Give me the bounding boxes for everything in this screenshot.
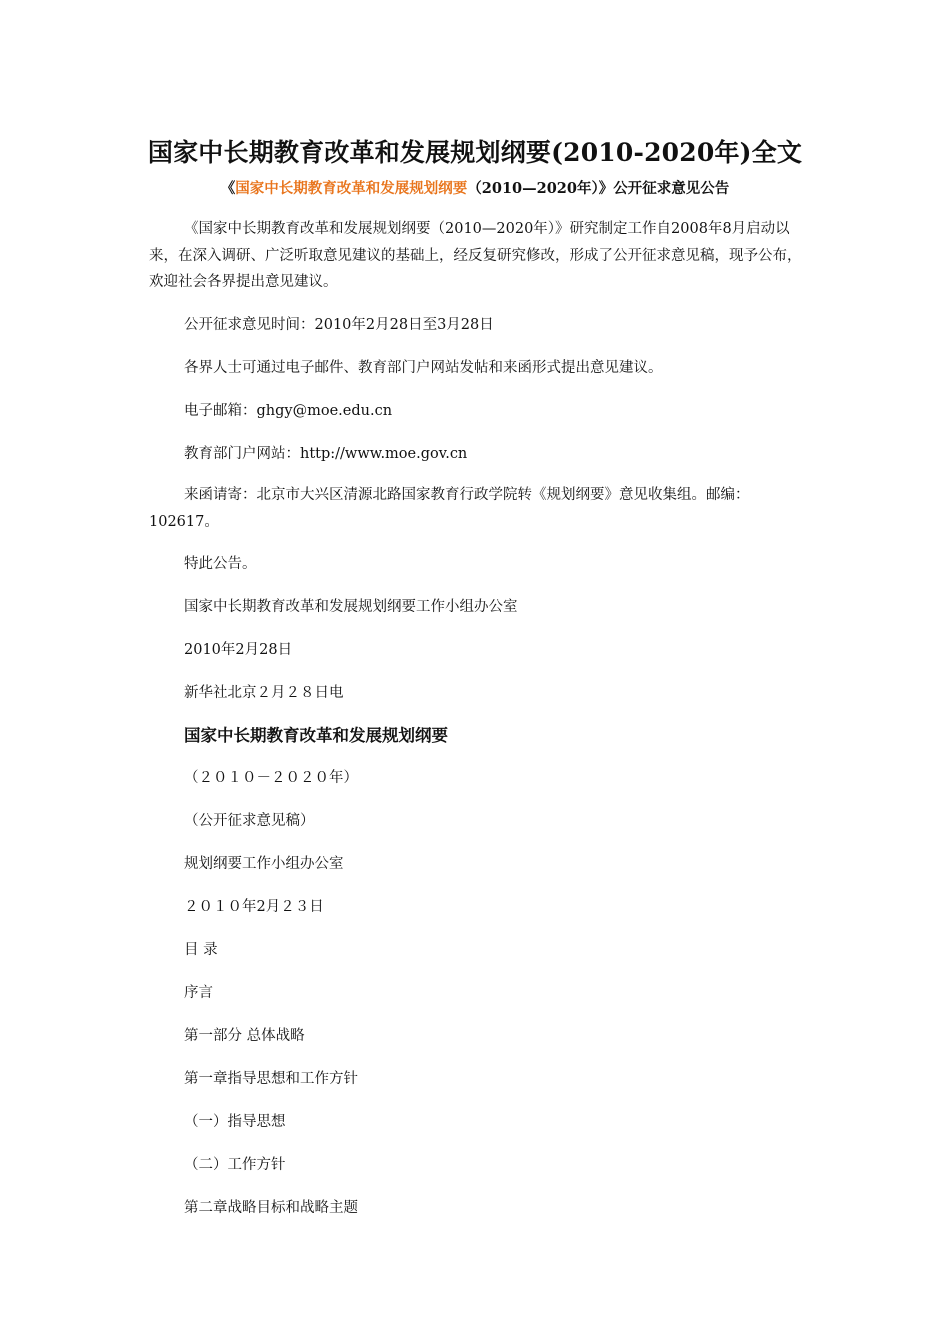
announcement-subtitle xyxy=(0,177,950,198)
toc-item-chapter-one: 第一章指导思想和工作方针 xyxy=(184,1071,358,1087)
toc-item-section-two: （二）工作方针 xyxy=(184,1157,286,1173)
mailing-address-paragraph: 来函请寄：北京市大兴区清源北路国家教育行政学院转《规划纲要》意见收集组。邮编：102617。 xyxy=(149,487,750,530)
subtitle-link-highlight[interactable]: 国家中长期教育改革和发展规划纲要 xyxy=(235,180,468,197)
dateline: 新华社北京２月２８日电 xyxy=(184,685,344,701)
toc-item-part-one: 第一部分 总体战略 xyxy=(184,1028,305,1044)
issue-date: 2010年2月28日 xyxy=(184,642,293,658)
draft-label: （公开征求意见稿） xyxy=(184,813,315,829)
outline-title: 国家中长期教育改革和发展规划纲要 xyxy=(184,726,448,745)
subtitle-rest: （2010—2020年）》公开征求意见公告 xyxy=(467,180,730,197)
closing-paragraph: 特此公告。 xyxy=(184,556,257,572)
intro-paragraph: 《国家中长期教育改革和发展规划纲要（2010—2020年）》研究制定工作自2008年8月启动以来，在深入调研、广泛听取意见建议的基础上，经反复研究修改，形成了公开征求意见稿，现予公布，欢迎社会各界提出意见建议。 xyxy=(149,221,802,290)
email-paragraph: 电子邮箱：ghgy@moe.edu.cn xyxy=(184,403,393,419)
subtitle-open-bracket: 《 xyxy=(220,180,236,197)
submission-methods-paragraph: 各界人士可通过电子邮件、教育部门户网站发帖和来函形式提出意见建议。 xyxy=(184,360,663,376)
toc-heading: 目 录 xyxy=(184,942,218,958)
issuing-office: 国家中长期教育改革和发展规划纲要工作小组办公室 xyxy=(184,599,518,615)
toc-item-chapter-two: 第二章战略目标和战略主题 xyxy=(184,1200,358,1216)
outline-years: （２０１０－２０２０年） xyxy=(184,770,358,786)
outline-date: ２０１０年2月２３日 xyxy=(184,899,324,915)
toc-item-section-one: （一）指导思想 xyxy=(184,1114,286,1130)
comment-period-paragraph: 公开征求意见时间：2010年2月28日至3月28日 xyxy=(184,317,494,333)
document-title: 国家中长期教育改革和发展规划纲要(2010-2020年)全文 xyxy=(147,138,803,167)
outline-office: 规划纲要工作小组办公室 xyxy=(184,856,344,872)
toc-item-preface: 序言 xyxy=(184,985,213,1001)
website-paragraph: 教育部门户网站：http://www.moe.gov.cn xyxy=(184,446,468,462)
